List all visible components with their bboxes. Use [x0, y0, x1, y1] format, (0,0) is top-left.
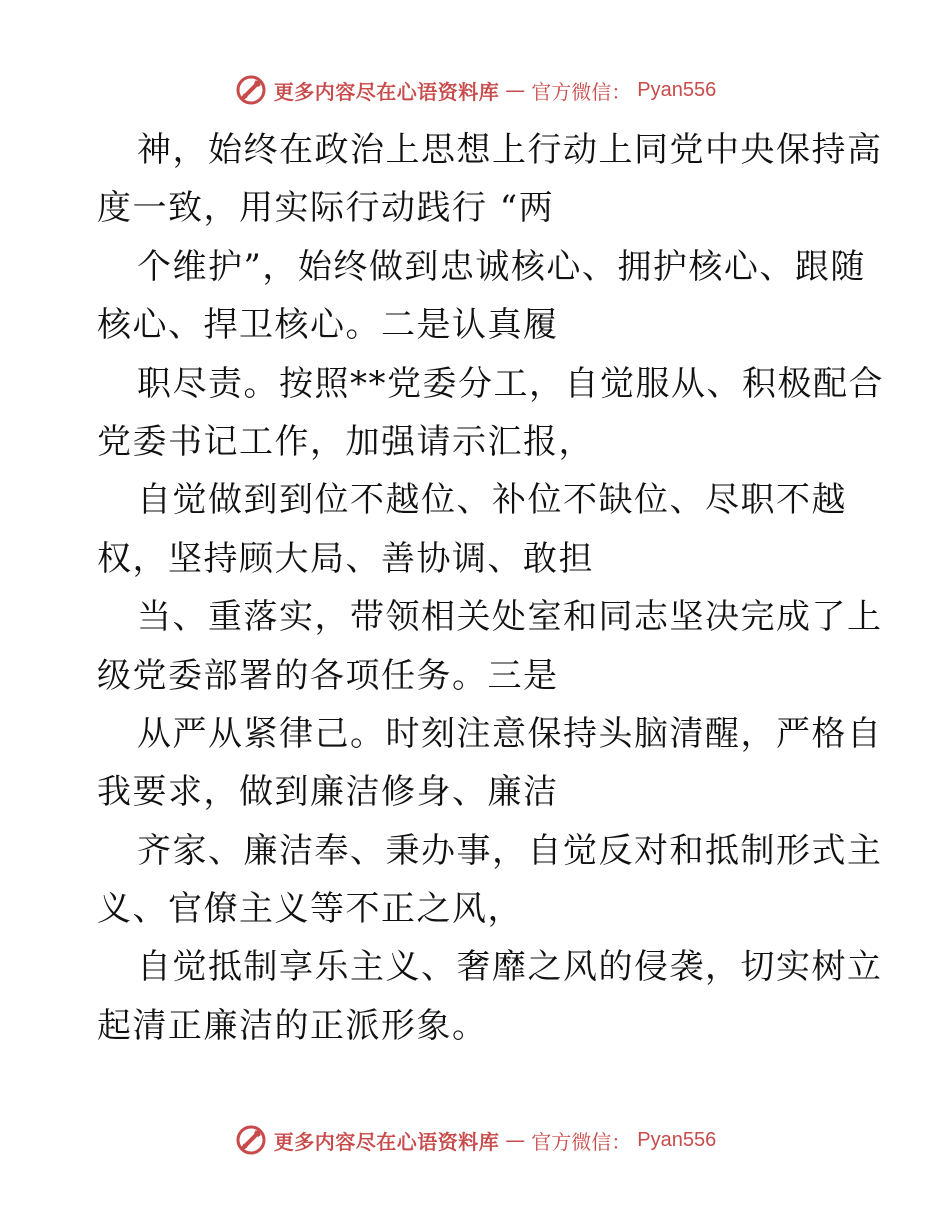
document-body [97, 121, 884, 1055]
body-text-line: 党委书记工作，加强请示汇报， [97, 421, 594, 462]
body-text-line: 职尽责。按照**党委分工，自觉服从、积极配合 [137, 363, 884, 404]
watermark-wechat-id: Pyan556 [637, 1128, 717, 1151]
footer-watermark [0, 1120, 950, 1160]
header-watermark [0, 70, 950, 110]
body-text-line: 自觉抵制享乐主义、奢靡之风的侵袭，切实树立 [137, 947, 883, 988]
watermark-official-label: 官方微信： [531, 1129, 632, 1154]
body-text-line: 级党委部署的各项任务。三是 [97, 655, 559, 696]
body-text-line: 义、官僚主义等不正之风， [97, 889, 523, 930]
watermark-wechat-id: Pyan556 [637, 78, 717, 101]
body-text-line: 我要求，做到廉洁修身、廉洁 [97, 772, 559, 813]
body-text-line: 核心、捍卫核心。二是认真履 [97, 305, 559, 346]
body-text-line: 从严从紧律己。时刻注意保持头脑清醒，严格自 [137, 713, 883, 754]
body-text-line: 权，坚持顾大局、善协调、敢担 [97, 538, 594, 579]
body-text-line: 度一致，用实际行动践行 “两 [97, 188, 555, 229]
watermark-brand: 更多内容尽在心语资料库 [273, 1129, 500, 1154]
pen-logo-icon [234, 73, 268, 107]
watermark-official-label: 官方微信： [531, 79, 632, 104]
pen-logo-icon [234, 1123, 268, 1157]
watermark-dash: — [505, 1128, 526, 1152]
body-text-line: 当、重落实，带领相关处室和同志坚决完成了上 [137, 597, 883, 638]
watermark-brand: 更多内容尽在心语资料库 [273, 79, 500, 104]
body-text-line: 自觉做到到位不越位、补位不缺位、尽职不越 [137, 480, 847, 521]
watermark-dash: — [505, 78, 526, 102]
body-text-line: 起清正廉洁的正派形象。 [97, 1005, 488, 1046]
body-text-line: 个维护”，始终做到忠诚核心、拥护核心、跟随 [137, 246, 866, 287]
body-text-line: 齐家、廉洁奉、秉办事，自觉反对和抵制形式主 [137, 830, 883, 871]
body-text-line: 神，始终在政治上思想上行动上同党中央保持高 [137, 130, 883, 170]
